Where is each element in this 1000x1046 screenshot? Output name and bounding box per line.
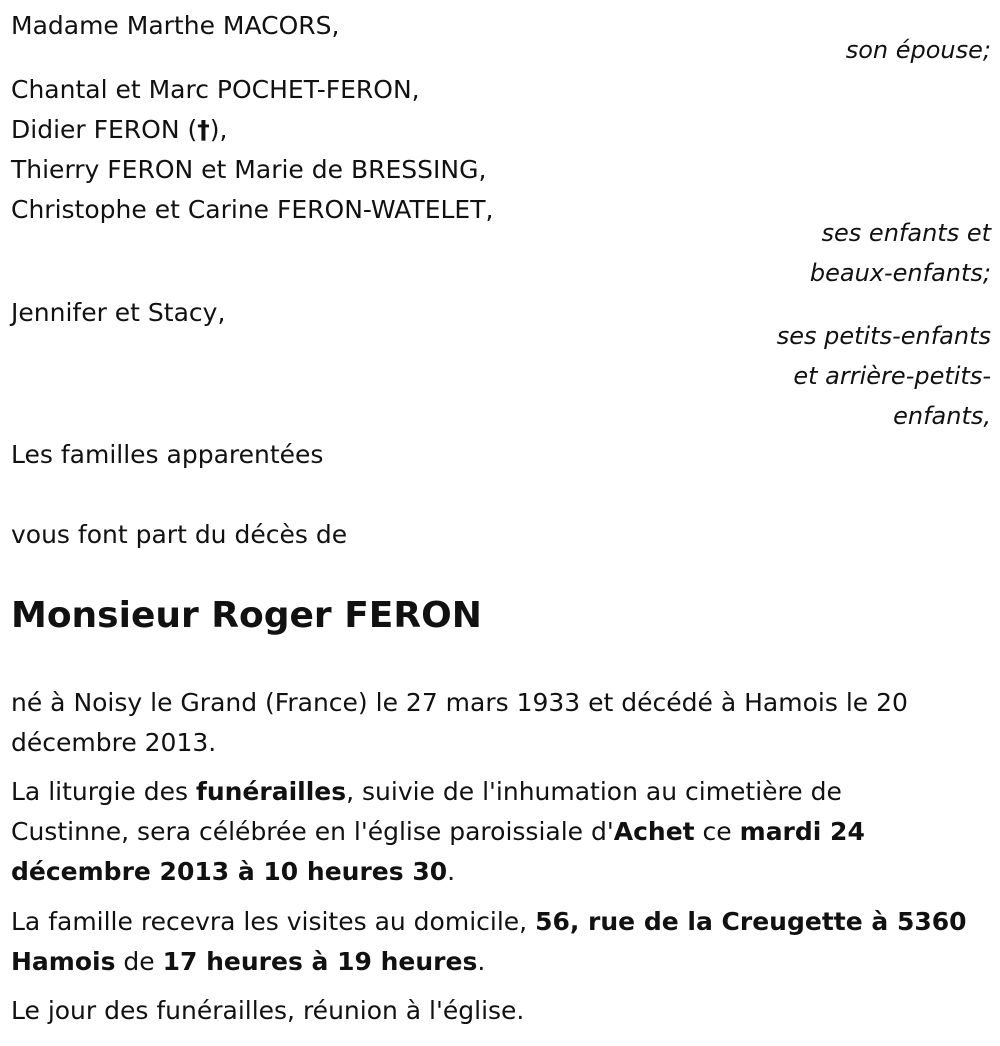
visits-town: Hamois — [11, 947, 116, 976]
grandchildren-role-line1: ses petits-enfants — [776, 322, 991, 350]
funeral-text: . — [447, 857, 456, 886]
cross-icon: † — [197, 115, 210, 144]
children-role-line1: ses enfants et — [821, 219, 991, 247]
spouse-name: Madame Marthe MACORS, — [11, 11, 340, 40]
funeral-date: mardi 24 — [739, 817, 865, 846]
birth-line-2: décembre 2013. — [11, 728, 217, 757]
funeral-line-3 — [11, 852, 986, 892]
grandchildren-names: Jennifer et Stacy, — [11, 298, 226, 327]
announcement: vous font part du décès de — [11, 520, 348, 549]
child-2 — [11, 110, 227, 150]
funeral-keyword: funérailles — [195, 777, 347, 806]
child-1: Chantal et Marc POCHET-FERON, — [11, 75, 420, 104]
funeral-date-time: décembre 2013 à 10 heures 30 — [11, 857, 448, 886]
visits-line-2 — [11, 942, 986, 982]
spouse-role: son épouse; — [845, 36, 991, 64]
visits-text: de — [115, 947, 163, 976]
funeral-text: Custinne, sera célébrée en l'église paroissiale d' — [11, 817, 614, 846]
funeral-line-2 — [11, 812, 986, 852]
funeral-text: La liturgie des — [11, 777, 196, 806]
child-3: Thierry FERON et Marie de BRESSING, — [11, 155, 487, 184]
child-2-name: Didier FERON ( — [11, 115, 198, 144]
relatives: Les familles apparentées — [11, 440, 324, 469]
visits-text: . — [477, 947, 486, 976]
grandchildren-role-line3: enfants, — [893, 402, 991, 430]
visits-line-1 — [11, 902, 986, 942]
church-location: Achet — [613, 817, 695, 846]
children-role-line2: beaux-enfants; — [809, 259, 991, 287]
funeral-line-1 — [11, 772, 986, 812]
funeral-text: ce — [694, 817, 740, 846]
deceased-name: Monsieur Roger FERON — [11, 595, 482, 636]
grandchildren-role-line2: et arrière-petits- — [793, 362, 991, 390]
visits-hours: 17 heures à 19 heures — [162, 947, 478, 976]
child-2-suffix: ), — [209, 115, 228, 144]
visits-address: 56, rue de la Creugette à 5360 — [535, 907, 967, 936]
child-4: Christophe et Carine FERON-WATELET, — [11, 195, 494, 224]
visits-text: La famille recevra les visites au domicile, — [11, 907, 536, 936]
obituary-notice — [11, 0, 991, 1046]
closing-line: Le jour des funérailles, réunion à l'église. — [11, 996, 525, 1025]
birth-line-1: né à Noisy le Grand (France) le 27 mars 1933 et décédé à Hamois le 20 — [11, 688, 908, 717]
funeral-text: , suivie de l'inhumation au cimetière de — [346, 777, 842, 806]
